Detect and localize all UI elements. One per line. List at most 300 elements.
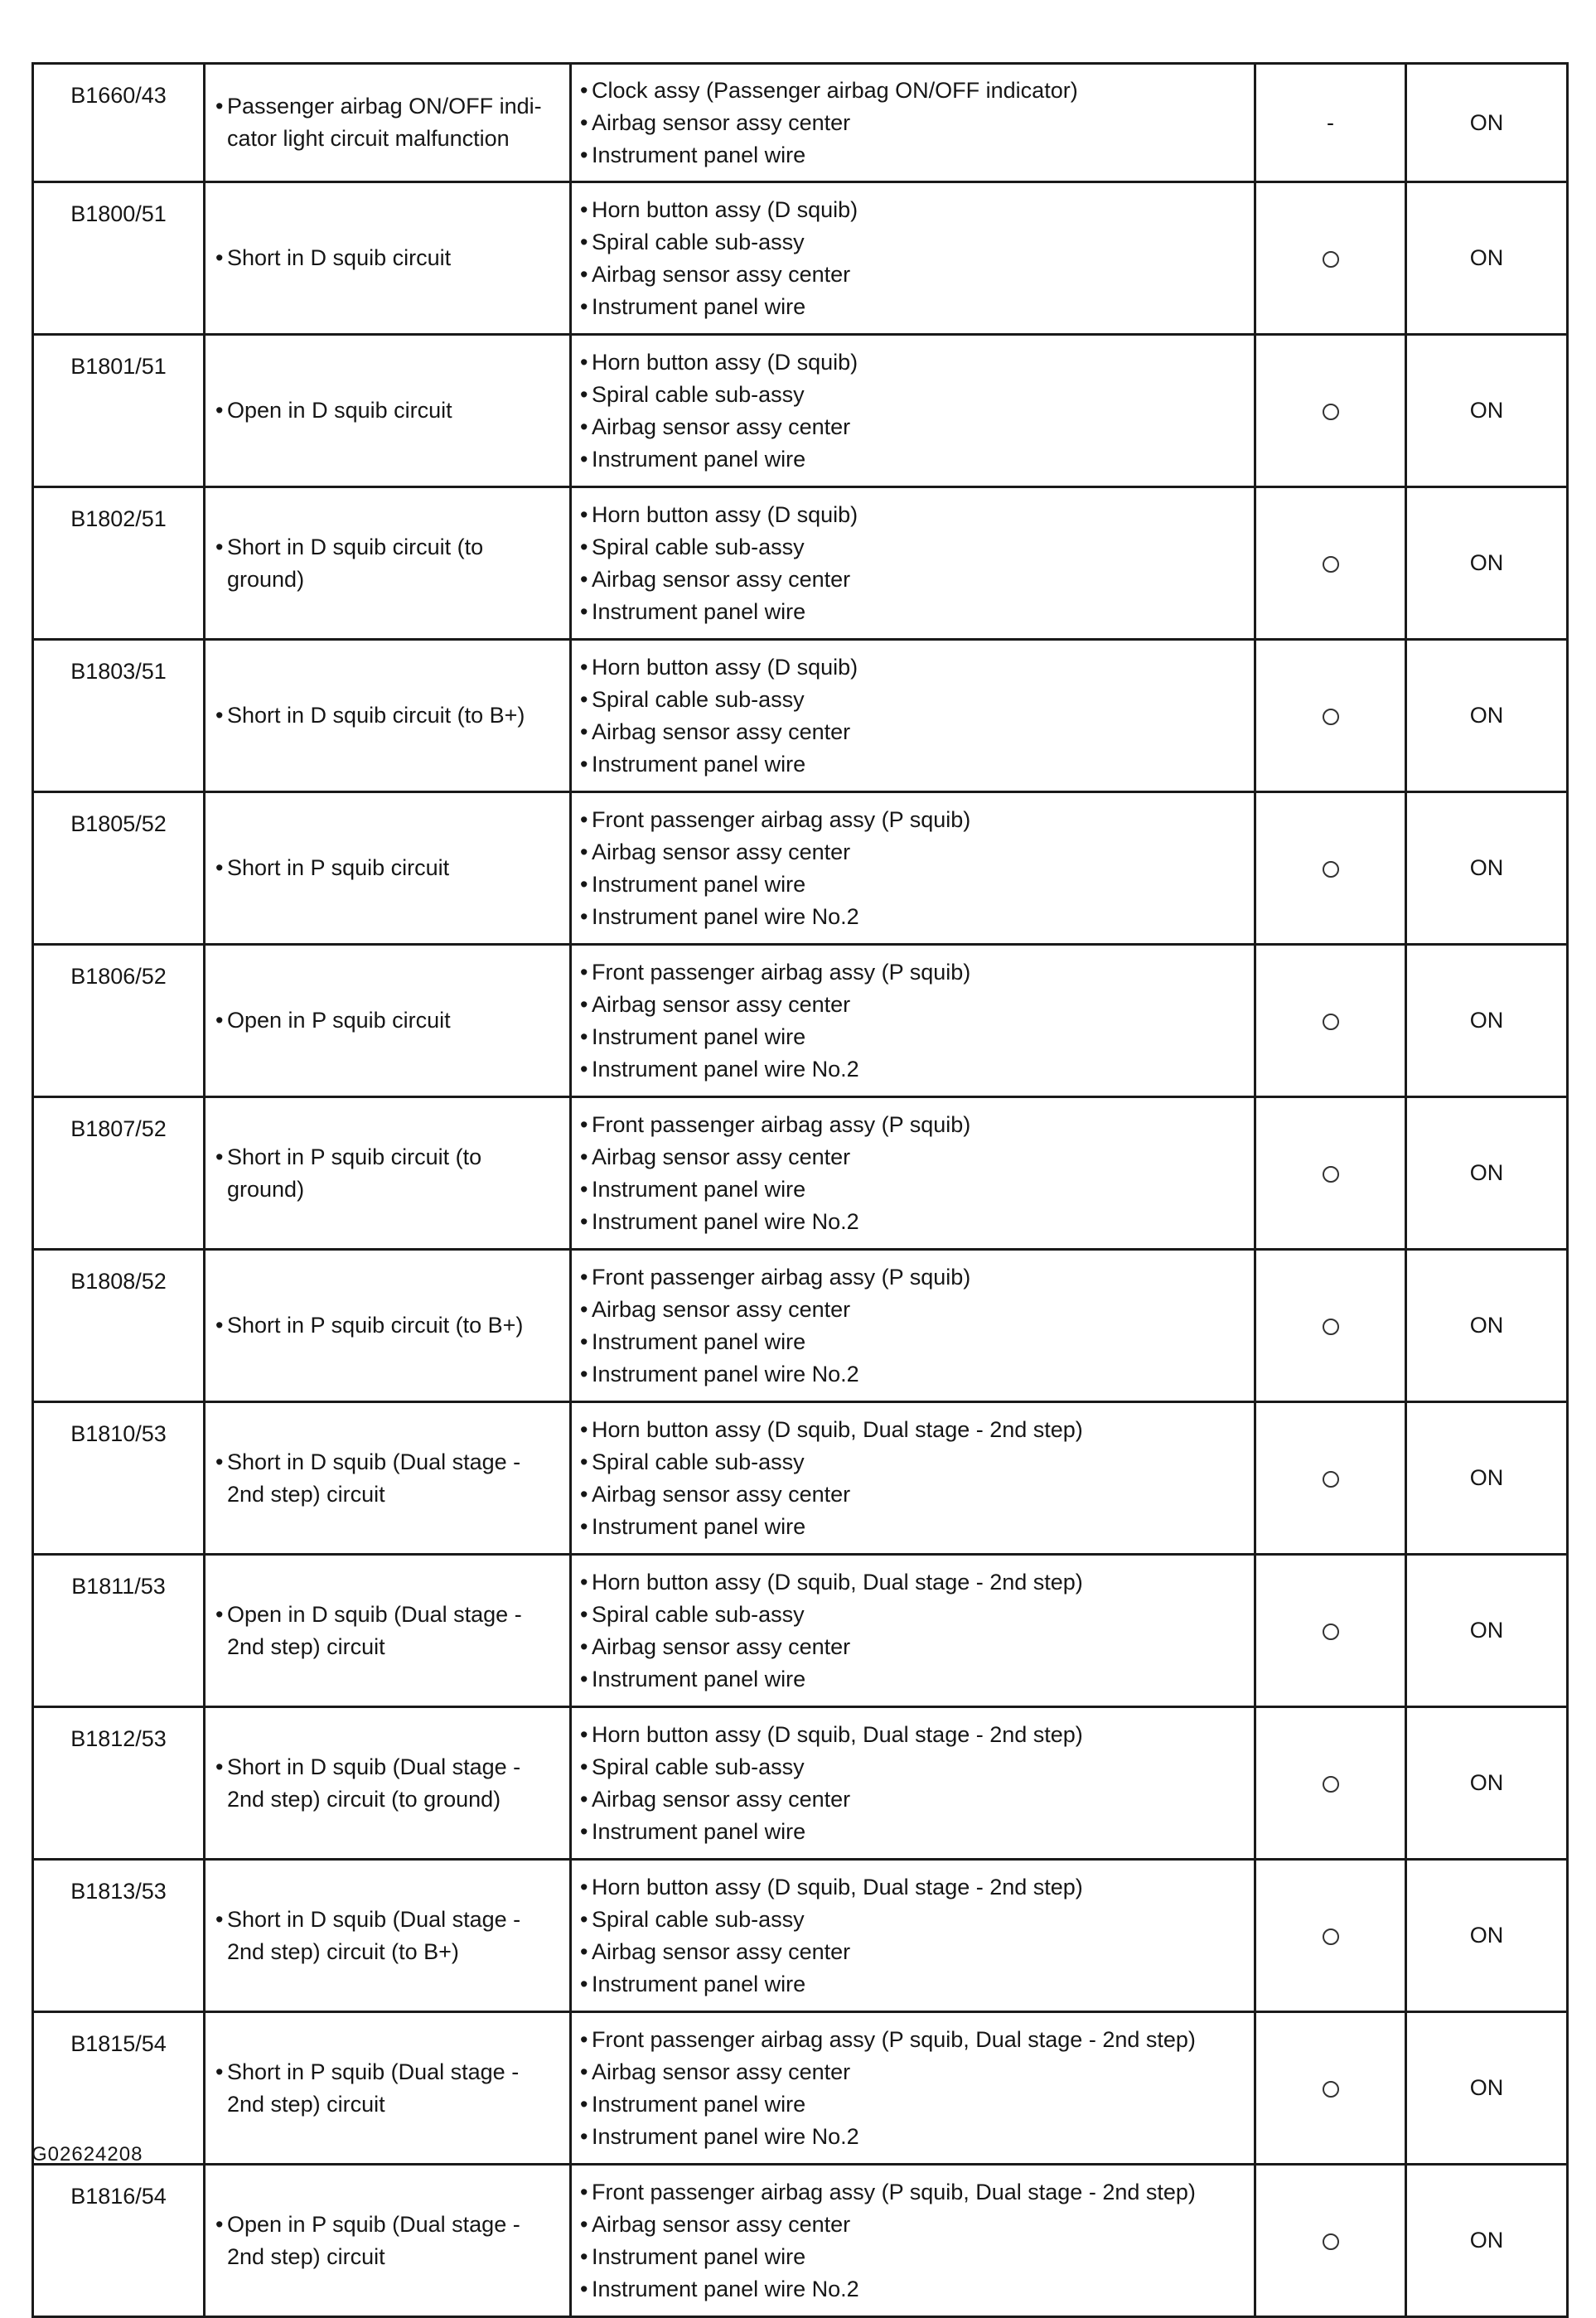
warning-light-cell	[1406, 1860, 1568, 2012]
trouble-area-item	[580, 443, 1245, 476]
trouble-area-cell	[571, 2012, 1255, 2165]
trouble-area-item-text: Clock assy (Passenger airbag ON/OFF indicator)	[592, 77, 1078, 103]
trouble-area-cell	[571, 487, 1255, 640]
trouble-area-item	[580, 1904, 1245, 1936]
trouble-area-item	[580, 2209, 1245, 2241]
warning-light-cell	[1406, 182, 1568, 335]
trouble-area-item	[580, 107, 1245, 139]
bullet-icon: •	[580, 2091, 588, 2117]
trouble-area-item-text: Instrument panel wire No.2	[592, 2276, 859, 2301]
bullet-icon: •	[215, 1449, 224, 1474]
trouble-area-item	[580, 1751, 1245, 1783]
trouble-area-item-text: Instrument panel wire	[592, 598, 806, 624]
trouble-area-item-text: Spiral cable sub-assy	[592, 1601, 805, 1627]
trouble-area-item	[580, 2273, 1245, 2306]
bullet-icon: •	[580, 446, 588, 472]
dtc-code-cell	[33, 64, 205, 182]
circle-icon	[1323, 1471, 1339, 1488]
trouble-area-item	[580, 869, 1245, 901]
memory-mark-cell	[1255, 1860, 1406, 2012]
table-row	[33, 1250, 1568, 1402]
bullet-icon: •	[215, 1313, 224, 1338]
bullet-icon: •	[215, 855, 224, 880]
detection-item-cell	[205, 1097, 571, 1250]
dtc-code-cell	[33, 1097, 205, 1250]
trouble-area-item-text: Instrument panel wire	[592, 1176, 806, 1202]
bullet-icon: •	[215, 1906, 224, 1932]
trouble-area-item-text: Airbag sensor assy center	[592, 719, 851, 744]
dtc-code-cell	[33, 2012, 205, 2165]
warning-light-cell	[1406, 945, 1568, 1097]
bullet-icon: •	[580, 1938, 588, 1964]
bullet-icon: •	[580, 1296, 588, 1322]
table-row	[33, 335, 1568, 487]
trouble-area-item-text: Horn button assy (D squib, Dual stage - 2nd step)	[592, 1874, 1083, 1899]
detection-item-text: Short in D squib (Dual stage - 2nd step) circuit (to B+)	[227, 1906, 521, 1964]
trouble-area-cell	[571, 945, 1255, 1097]
detection-item-cell	[205, 2165, 571, 2317]
trouble-area-item-text: Instrument panel wire No.2	[592, 1056, 859, 1082]
detection-item-cell	[205, 1250, 571, 1402]
dtc-code-cell	[33, 945, 205, 1097]
bullet-icon: •	[580, 1416, 588, 1442]
detection-item	[215, 2209, 559, 2273]
trouble-area-item	[580, 2024, 1245, 2056]
trouble-area-item-text: Airbag sensor assy center	[592, 2211, 851, 2237]
trouble-area-item-text: Instrument panel wire No.2	[592, 1208, 859, 1234]
trouble-area-cell	[571, 2165, 1255, 2317]
warning-light-cell	[1406, 1555, 1568, 1707]
dtc-code: B1811/53	[71, 1574, 166, 1599]
detection-item	[215, 1004, 559, 1037]
bullet-icon: •	[580, 1874, 588, 1899]
bullet-icon: •	[580, 1786, 588, 1812]
trouble-area-item	[580, 226, 1245, 259]
circle-icon	[1323, 1166, 1339, 1183]
bullet-icon: •	[580, 2243, 588, 2269]
detection-item	[215, 1599, 559, 1663]
trouble-area-item	[580, 1446, 1245, 1478]
trouble-area-item-text: Airbag sensor assy center	[592, 2059, 851, 2084]
trouble-area-item	[580, 2241, 1245, 2273]
warning-light-cell	[1406, 335, 1568, 487]
bullet-icon: •	[580, 871, 588, 897]
trouble-area-item-text: Spiral cable sub-assy	[592, 1449, 805, 1474]
trouble-area-item	[580, 836, 1245, 869]
dtc-code: B1805/52	[70, 811, 167, 836]
table-row	[33, 1097, 1568, 1250]
detection-item-text: Short in D squib circuit	[227, 245, 452, 270]
warning-light-status: ON	[1469, 703, 1504, 728]
trouble-area-item	[580, 2056, 1245, 2088]
dtc-code-cell	[33, 487, 205, 640]
trouble-area-item-text: Airbag sensor assy center	[592, 1144, 851, 1169]
bullet-icon: •	[215, 2211, 224, 2237]
bullet-icon: •	[580, 2276, 588, 2301]
bullet-icon: •	[580, 806, 588, 832]
bullet-icon: •	[580, 2179, 588, 2204]
table-row	[33, 64, 1568, 182]
dtc-code-cell	[33, 1707, 205, 1860]
bullet-icon: •	[580, 1633, 588, 1659]
circle-icon	[1323, 1319, 1339, 1335]
dtc-code: B1812/53	[70, 1726, 167, 1751]
bullet-icon: •	[580, 1144, 588, 1169]
trouble-area-item-text: Instrument panel wire	[592, 1666, 806, 1691]
detection-item-text: Open in D squib (Dual stage - 2nd step) circuit	[227, 1601, 522, 1659]
circle-icon	[1323, 1014, 1339, 1030]
bullet-icon: •	[580, 1328, 588, 1354]
circle-icon	[1323, 251, 1339, 268]
dtc-code: B1816/54	[70, 2184, 167, 2209]
trouble-area-item-text: Front passenger airbag assy (P squib, Dual stage - 2nd step)	[592, 2026, 1196, 2052]
trouble-area-item	[580, 2176, 1245, 2209]
trouble-area-cell	[571, 1250, 1255, 1402]
bullet-icon: •	[580, 1601, 588, 1627]
bullet-icon: •	[580, 2026, 588, 2052]
table-row	[33, 1707, 1568, 1860]
table-row	[33, 1555, 1568, 1707]
warning-light-status: ON	[1469, 1465, 1504, 1490]
bullet-icon: •	[580, 991, 588, 1017]
dtc-code-cell	[33, 1250, 205, 1402]
trouble-area-item	[580, 1021, 1245, 1053]
trouble-area-item	[580, 956, 1245, 989]
trouble-area-item	[580, 716, 1245, 748]
bullet-icon: •	[580, 751, 588, 777]
circle-icon	[1323, 861, 1339, 878]
bullet-icon: •	[215, 1144, 224, 1169]
bullet-icon: •	[580, 1569, 588, 1595]
bullet-icon: •	[580, 196, 588, 222]
memory-mark-cell	[1255, 487, 1406, 640]
trouble-area-item	[580, 1631, 1245, 1663]
bullet-icon: •	[580, 501, 588, 527]
detection-item-cell	[205, 945, 571, 1097]
trouble-area-item-text: Airbag sensor assy center	[592, 839, 851, 864]
detection-item-text: Short in P squib circuit (to B+)	[227, 1313, 524, 1338]
memory-mark-cell	[1255, 1097, 1406, 1250]
bullet-icon: •	[580, 1721, 588, 1747]
dtc-code-cell	[33, 2165, 205, 2317]
memory-mark-cell	[1255, 182, 1406, 335]
detection-item-text: Short in P squib circuit (to ground)	[227, 1144, 482, 1202]
bullet-icon: •	[580, 229, 588, 254]
memory-mark: -	[1327, 109, 1334, 135]
table-row	[33, 1860, 1568, 2012]
trouble-area-item	[580, 411, 1245, 443]
bullet-icon: •	[580, 1818, 588, 1844]
trouble-area-item	[580, 1294, 1245, 1326]
trouble-area-item-text: Front passenger airbag assy (P squib)	[592, 806, 971, 832]
bullet-icon: •	[580, 839, 588, 864]
detection-item-text: Short in P squib circuit	[227, 855, 450, 880]
trouble-area-cell	[571, 182, 1255, 335]
trouble-area-item-text: Instrument panel wire	[592, 1818, 806, 1844]
trouble-area-item	[580, 596, 1245, 628]
trouble-area-item-text: Airbag sensor assy center	[592, 1296, 851, 1322]
memory-mark-cell	[1255, 1250, 1406, 1402]
warning-light-status: ON	[1469, 2228, 1504, 2253]
trouble-area-cell	[571, 1707, 1255, 1860]
trouble-area-item-text: Instrument panel wire	[592, 871, 806, 897]
detection-item	[215, 2056, 559, 2121]
bullet-icon: •	[580, 719, 588, 744]
trouble-area-item	[580, 1936, 1245, 1968]
trouble-area-item-text: Instrument panel wire	[592, 446, 806, 472]
bullet-icon: •	[580, 1264, 588, 1290]
bullet-icon: •	[215, 94, 224, 119]
dtc-code-cell	[33, 1555, 205, 1707]
warning-light-status: ON	[1469, 2075, 1504, 2100]
detection-item	[215, 852, 559, 884]
memory-mark-cell	[1255, 335, 1406, 487]
dtc-code-cell	[33, 792, 205, 945]
memory-mark-cell	[1255, 1402, 1406, 1555]
trouble-area-item	[580, 531, 1245, 564]
dtc-code: B1813/53	[70, 1879, 167, 1904]
trouble-area-item	[580, 804, 1245, 836]
trouble-area-item	[580, 1053, 1245, 1086]
dtc-code: B1660/43	[70, 83, 167, 108]
trouble-area-item-text: Spiral cable sub-assy	[592, 1754, 805, 1779]
trouble-area-item-text: Horn button assy (D squib, Dual stage - 2nd step)	[592, 1721, 1083, 1747]
bullet-icon: •	[580, 1056, 588, 1082]
trouble-area-item-text: Instrument panel wire	[592, 1024, 806, 1049]
warning-light-status: ON	[1469, 855, 1504, 880]
trouble-area-item-text: Airbag sensor assy center	[592, 1938, 851, 1964]
memory-mark-cell	[1255, 1555, 1406, 1707]
bullet-icon: •	[580, 686, 588, 712]
detection-item-cell	[205, 1707, 571, 1860]
bullet-icon: •	[580, 1754, 588, 1779]
warning-light-status: ON	[1469, 1770, 1504, 1795]
bullet-icon: •	[580, 598, 588, 624]
trouble-area-item	[580, 1414, 1245, 1446]
bullet-icon: •	[580, 2059, 588, 2084]
trouble-area-item	[580, 1783, 1245, 1816]
trouble-area-item-text: Airbag sensor assy center	[592, 109, 851, 135]
trouble-area-cell	[571, 1097, 1255, 1250]
trouble-area-item	[580, 1871, 1245, 1904]
trouble-area-item	[580, 564, 1245, 596]
detection-item-cell	[205, 182, 571, 335]
bullet-icon: •	[215, 1008, 224, 1033]
trouble-area-cell	[571, 1860, 1255, 2012]
bullet-icon: •	[580, 1449, 588, 1474]
trouble-area-item-text: Instrument panel wire	[592, 1513, 806, 1539]
circle-icon	[1323, 1624, 1339, 1640]
bullet-icon: •	[215, 1601, 224, 1627]
detection-item	[215, 1309, 559, 1342]
detection-item-cell	[205, 792, 571, 945]
circle-icon	[1323, 2081, 1339, 2098]
trouble-area-item	[580, 1261, 1245, 1294]
detection-item-cell	[205, 1402, 571, 1555]
trouble-area-cell	[571, 640, 1255, 792]
bullet-icon: •	[580, 903, 588, 929]
warning-light-cell	[1406, 1097, 1568, 1250]
bullet-icon: •	[580, 77, 588, 103]
bullet-icon: •	[580, 654, 588, 680]
trouble-area-item-text: Front passenger airbag assy (P squib)	[592, 1111, 971, 1137]
trouble-area-cell	[571, 792, 1255, 945]
dtc-code: B1806/52	[70, 964, 167, 989]
detection-item-text: Short in P squib (Dual stage - 2nd step) circuit	[227, 2059, 520, 2117]
table-row	[33, 640, 1568, 792]
bullet-icon: •	[580, 2211, 588, 2237]
detection-item	[215, 1141, 559, 1206]
table-row	[33, 945, 1568, 1097]
dtc-code-cell	[33, 640, 205, 792]
trouble-area-item	[580, 291, 1245, 323]
memory-mark-cell	[1255, 1707, 1406, 1860]
warning-light-status: ON	[1469, 1008, 1504, 1033]
trouble-area-item-text: Instrument panel wire	[592, 2091, 806, 2117]
bullet-icon: •	[580, 1513, 588, 1539]
detection-item	[215, 1446, 559, 1511]
trouble-area-item	[580, 75, 1245, 107]
trouble-area-item	[580, 1968, 1245, 2001]
trouble-area-item-text: Horn button assy (D squib, Dual stage - 2nd step)	[592, 1416, 1083, 1442]
memory-mark-cell	[1255, 792, 1406, 945]
bullet-icon: •	[215, 1754, 224, 1779]
trouble-area-item	[580, 1358, 1245, 1391]
table-row	[33, 2165, 1568, 2317]
dtc-table-body	[33, 64, 1568, 2317]
trouble-area-item-text: Airbag sensor assy center	[592, 414, 851, 439]
table-row	[33, 1402, 1568, 1555]
warning-light-status: ON	[1469, 550, 1504, 575]
bullet-icon: •	[580, 414, 588, 439]
dtc-code: B1800/51	[70, 201, 167, 226]
circle-icon	[1323, 1928, 1339, 1945]
memory-mark-cell	[1255, 2165, 1406, 2317]
trouble-area-item-text: Horn button assy (D squib, Dual stage - 2nd step)	[592, 1569, 1083, 1595]
bullet-icon: •	[580, 1208, 588, 1234]
detection-item	[215, 531, 559, 596]
trouble-area-item-text: Instrument panel wire No.2	[592, 1361, 859, 1386]
warning-light-cell	[1406, 640, 1568, 792]
bullet-icon: •	[580, 1361, 588, 1386]
trouble-area-item-text: Spiral cable sub-assy	[592, 534, 805, 559]
bullet-icon: •	[580, 1971, 588, 1996]
trouble-area-item	[580, 194, 1245, 226]
memory-mark-cell	[1255, 640, 1406, 792]
warning-light-cell	[1406, 1250, 1568, 1402]
bullet-icon: •	[580, 1666, 588, 1691]
warning-light-cell	[1406, 64, 1568, 182]
circle-icon	[1323, 404, 1339, 420]
trouble-area-item-text: Horn button assy (D squib)	[592, 654, 858, 680]
bullet-icon: •	[580, 534, 588, 559]
detection-item	[215, 1751, 559, 1816]
trouble-area-item-text: Airbag sensor assy center	[592, 261, 851, 287]
bullet-icon: •	[580, 1176, 588, 1202]
table-row	[33, 487, 1568, 640]
detection-item-cell	[205, 487, 571, 640]
trouble-area-cell	[571, 1402, 1255, 1555]
trouble-area-item	[580, 1599, 1245, 1631]
trouble-area-item	[580, 1663, 1245, 1696]
trouble-area-cell	[571, 335, 1255, 487]
detection-item	[215, 90, 559, 155]
trouble-area-item-text: Spiral cable sub-assy	[592, 1906, 805, 1932]
bullet-icon: •	[580, 959, 588, 985]
trouble-area-item-text: Airbag sensor assy center	[592, 991, 851, 1017]
trouble-area-item-text: Instrument panel wire	[592, 142, 806, 167]
trouble-area-item	[580, 1719, 1245, 1751]
warning-light-cell	[1406, 1402, 1568, 1555]
detection-item-text: Short in D squib circuit (to B+)	[227, 703, 525, 728]
trouble-area-item	[580, 1816, 1245, 1848]
trouble-area-item-text: Airbag sensor assy center	[592, 566, 851, 592]
warning-light-cell	[1406, 1707, 1568, 1860]
detection-item-text: Short in D squib (Dual stage - 2nd step) circuit (to ground)	[227, 1754, 521, 1812]
bullet-icon: •	[215, 398, 224, 423]
memory-mark-cell	[1255, 64, 1406, 182]
dtc-code-cell	[33, 1402, 205, 1555]
warning-light-status: ON	[1469, 245, 1504, 270]
dtc-code: B1810/53	[70, 1421, 167, 1446]
bullet-icon: •	[580, 349, 588, 375]
trouble-area-item-text: Instrument panel wire	[592, 751, 806, 777]
figure-code: G02624208	[31, 2143, 143, 2166]
trouble-area-item-text: Spiral cable sub-assy	[592, 229, 805, 254]
memory-mark-cell	[1255, 2012, 1406, 2165]
bullet-icon: •	[580, 293, 588, 319]
trouble-area-cell	[571, 64, 1255, 182]
trouble-area-item-text: Instrument panel wire No.2	[592, 2123, 859, 2149]
trouble-area-item	[580, 1566, 1245, 1599]
detection-item-text: Short in D squib circuit (to ground)	[227, 534, 484, 592]
dtc-code: B1808/52	[70, 1269, 167, 1294]
bullet-icon: •	[580, 2123, 588, 2149]
trouble-area-item-text: Instrument panel wire	[592, 2243, 806, 2269]
detection-item-text: Passenger airbag ON/OFF indi-cator light circuit malfunction	[227, 94, 542, 151]
table-row	[33, 182, 1568, 335]
trouble-area-item	[580, 1109, 1245, 1141]
dtc-code: B1803/51	[70, 659, 167, 684]
dtc-code-cell	[33, 335, 205, 487]
trouble-area-item	[580, 748, 1245, 781]
detection-item-cell	[205, 2012, 571, 2165]
bullet-icon: •	[215, 245, 224, 270]
warning-light-status: ON	[1469, 1313, 1504, 1338]
detection-item	[215, 699, 559, 732]
trouble-area-item	[580, 651, 1245, 684]
warning-light-status: ON	[1469, 109, 1504, 135]
trouble-area-item	[580, 259, 1245, 291]
warning-light-status: ON	[1469, 398, 1504, 423]
bullet-icon: •	[215, 534, 224, 559]
table-row	[33, 792, 1568, 945]
trouble-area-item-text: Instrument panel wire	[592, 1971, 806, 1996]
detection-item-text: Open in P squib (Dual stage - 2nd step) circuit	[227, 2211, 520, 2269]
trouble-area-item	[580, 379, 1245, 411]
bullet-icon: •	[580, 142, 588, 167]
trouble-area-item-text: Spiral cable sub-assy	[592, 381, 805, 407]
bullet-icon: •	[580, 1906, 588, 1932]
warning-light-cell	[1406, 792, 1568, 945]
trouble-area-item	[580, 901, 1245, 933]
bullet-icon: •	[580, 109, 588, 135]
bullet-icon: •	[580, 261, 588, 287]
trouble-area-item	[580, 684, 1245, 716]
detection-item	[215, 394, 559, 427]
trouble-area-item	[580, 499, 1245, 531]
trouble-area-item	[580, 346, 1245, 379]
